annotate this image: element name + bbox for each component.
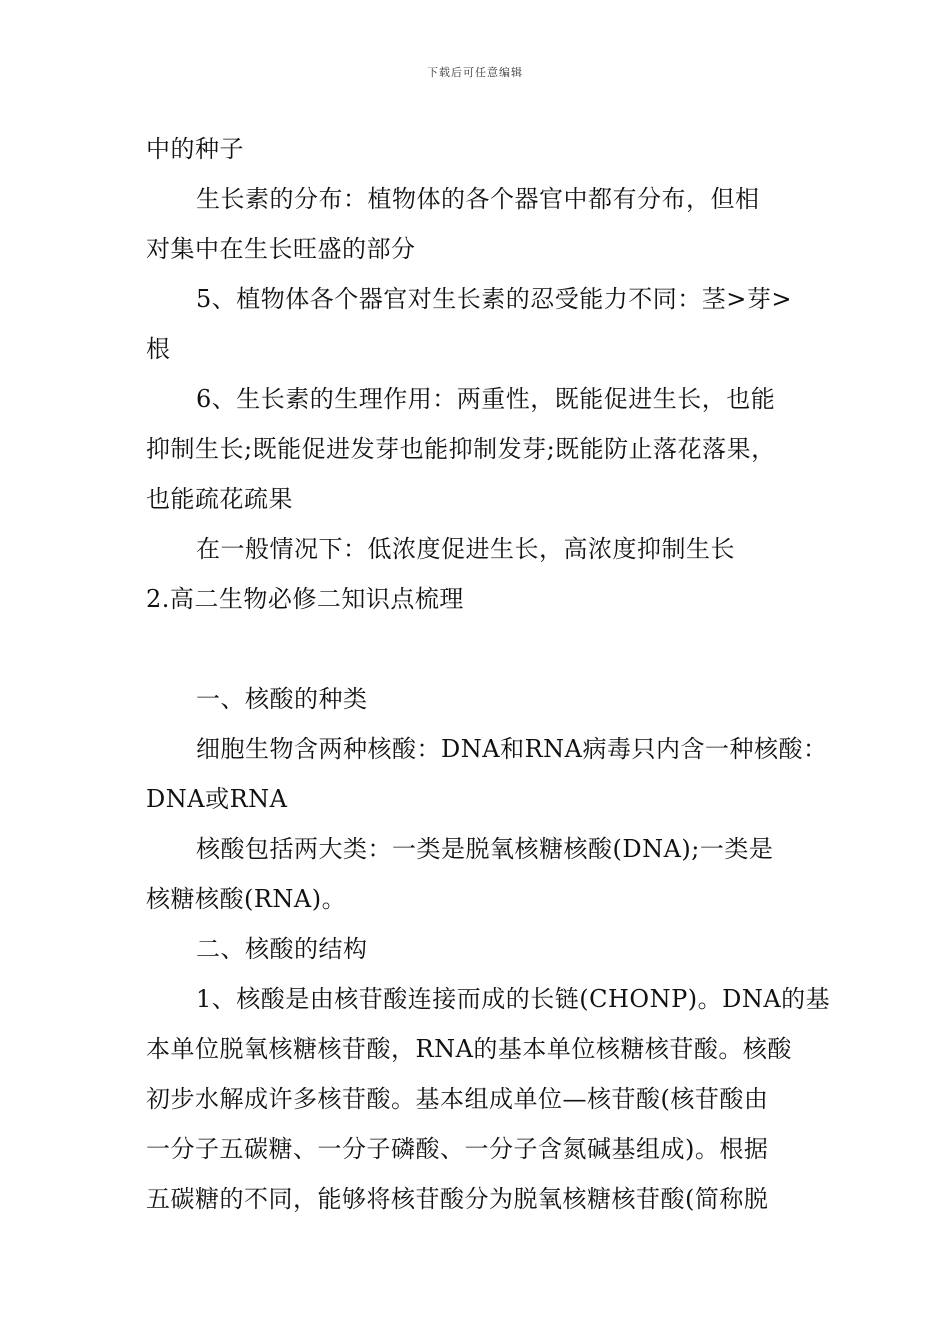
text-line: 核糖核酸(RNA)。 [146, 885, 347, 913]
section-heading: 2.高二生物必修二知识点梳理 [146, 585, 464, 613]
document-body [146, 124, 831, 1224]
text-line: 初步水解成许多核苷酸。基本组成单位—核苷酸(核苷酸由 [146, 1085, 769, 1113]
text-line: 生长素的分布：植物体的各个器官中都有分布，但相 [196, 185, 760, 213]
text-line: 5、植物体各个器官对生长素的忍受能力不同：茎>芽> [196, 285, 792, 313]
text-line: 1、核酸是由核苷酸连接而成的长链(CHONP)。DNA的基 [196, 985, 831, 1013]
text-line: 在一般情况下：低浓度促进生长，高浓度抑制生长 [196, 535, 735, 563]
page-header: 下载后可任意编辑 [427, 66, 523, 79]
text-line: 细胞生物含两种核酸：DNA和RNA病毒只内含一种核酸： [196, 735, 828, 763]
text-line: 本单位脱氧核糖核苷酸，RNA的基本单位核糖核苷酸。核酸 [146, 1035, 792, 1063]
subsection-heading: 二、核酸的结构 [196, 935, 368, 963]
text-line: 一分子五碳糖、一分子磷酸、一分子含氮碱基组成)。根据 [146, 1135, 769, 1163]
text-line: 6、生长素的生理作用：两重性，既能促进生长，也能 [196, 385, 776, 413]
text-line: DNA或RNA [146, 785, 288, 813]
text-line: 根 [146, 335, 171, 363]
text-line: 抑制生长;既能促进发芽也能抑制发芽;既能防止落花落果， [146, 435, 776, 463]
text-line: 也能疏花疏果 [146, 485, 293, 513]
text-line: 核酸包括两大类：一类是脱氧核糖核酸(DNA);一类是 [196, 835, 774, 863]
text-line: 对集中在生长旺盛的部分 [146, 235, 416, 263]
blank-line [146, 624, 814, 674]
text-line: 中的种子 [146, 135, 244, 163]
text-line: 五碳糖的不同，能够将核苷酸分为脱氧核糖核苷酸(简称脱 [146, 1185, 769, 1213]
subsection-heading: 一、核酸的种类 [196, 685, 368, 713]
